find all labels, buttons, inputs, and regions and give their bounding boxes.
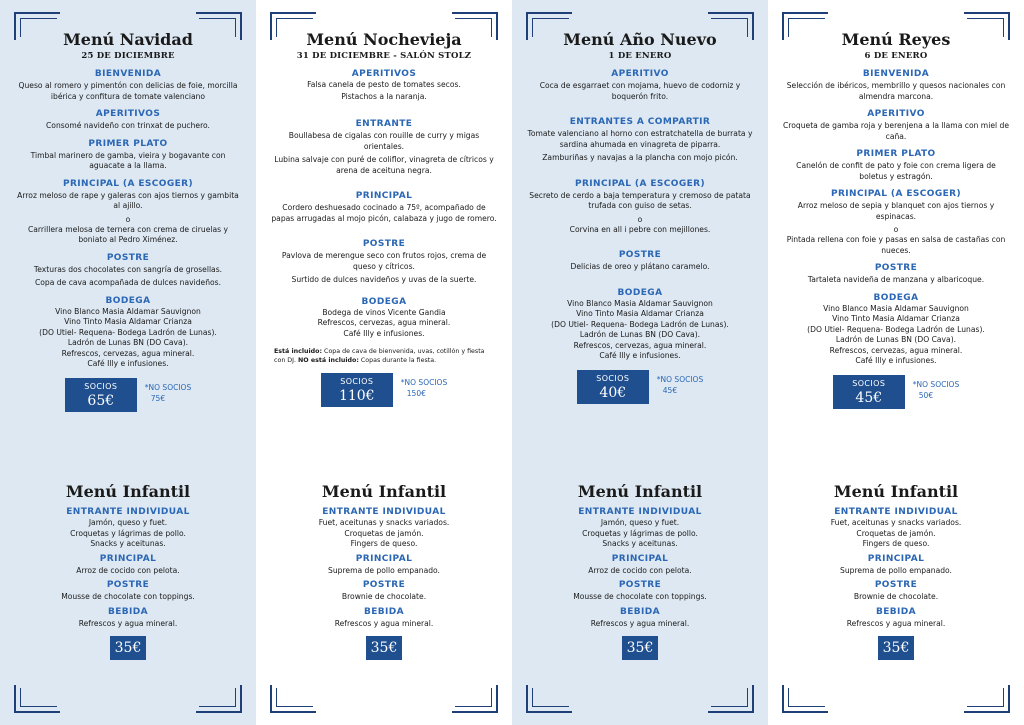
section-heading: PRINCIPAL (A ESCOGER) [574, 178, 706, 189]
section-heading: BODEGA [105, 295, 151, 306]
section-heading: BEBIDA [875, 606, 917, 617]
price-block [270, 373, 498, 407]
dish-text: Refrescos y agua mineral. [590, 618, 690, 628]
drink-text: (DO Utiel- Requena- Bodega Ladrón de Lunas). [551, 319, 729, 329]
dish-text: Copa de cava acompañada de dulces navideños. [34, 278, 222, 287]
section-heading: BODEGA [873, 292, 919, 303]
dish-text: Brownie de chocolate. [341, 592, 427, 601]
menu-panel-nochevieja [256, 0, 512, 725]
section-heading: POSTRE [618, 250, 662, 260]
dish-text: Texturas dos chocolates con sangría de grosellas. [33, 264, 223, 274]
dish-text: Tomate valenciano al horno con estratchatella de burrata y sardina ahumada en vinagreta de piparra. [527, 129, 753, 149]
kids-price: 35€ [878, 636, 914, 660]
menu-section [14, 553, 242, 577]
dish-text: Timbal marinero de gamba, vieira y bogavante con aguacate a la llama. [30, 150, 226, 170]
dish-text: Cordero deshuesado cocinado a 75º, acompañado de papas arrugadas al mojo picón, calabaza y jugo de romero. [271, 203, 497, 223]
section-heading: PRINCIPAL [611, 553, 669, 564]
drink-text: Ladrón de Lunas BN (DO Cava). [579, 330, 701, 339]
corner-ornament [708, 685, 754, 713]
dish-text: Arroz de cocido con pelota. [76, 565, 180, 575]
menu-section [782, 606, 1010, 630]
section-heading: BEBIDA [619, 606, 661, 617]
members-price-box [321, 373, 393, 407]
section-heading: POSTRE [362, 580, 406, 590]
menu-title: Menú Reyes [841, 30, 951, 49]
corner-ornament [964, 685, 1010, 713]
dish-text: Fingers de queso. [862, 539, 930, 548]
section-heading: BIENVENIDA [94, 69, 162, 79]
menu-section [14, 68, 242, 102]
members-label: SOCIOS [852, 378, 886, 388]
section-heading: ENTRANTE [355, 119, 413, 129]
corner-ornament [14, 12, 60, 40]
drink-text: Refrescos, cervezas, agua mineral. [573, 340, 707, 350]
menu-section [14, 295, 242, 370]
dish-text: Mousse de chocolate con toppings. [573, 592, 707, 601]
section-heading: BEBIDA [363, 606, 405, 617]
menu-title: Menú Nochevieja [306, 30, 462, 49]
inclusion-note [270, 347, 498, 365]
corner-ornament [196, 12, 242, 40]
non-members-label: *NO SOCIOS [912, 379, 960, 389]
dish-text: Arroz meloso de sepia y blanquet con ajos tiernos y espinacas. [797, 201, 995, 221]
dish-text: Refrescos y agua mineral. [78, 618, 178, 628]
corner-ornament [782, 685, 828, 713]
section-heading: PRIMER PLATO [856, 149, 936, 159]
section-heading: APERITIVOS [95, 109, 161, 119]
included-label: Está incluido: [274, 348, 323, 355]
dish-text: Queso al romero y pimentón con delicias de foie, morcilla ibérica y confitura de tomate valenciano [18, 81, 238, 101]
dish-text: Jamón, queso y fuet. [600, 518, 680, 527]
main-menu [782, 30, 1010, 482]
section-heading: PRINCIPAL (A ESCOGER) [62, 178, 194, 189]
menu-section [270, 506, 498, 550]
menu-panel-ano-nuevo [512, 0, 768, 725]
dish-text: Croquetas de jamón. [344, 528, 424, 538]
included-text: Copa de cava de bienvenida, uvas, cotillón y fiesta con DJ. [274, 348, 485, 364]
members-label: SOCIOS [596, 373, 630, 383]
corner-ornament [708, 12, 754, 40]
corner-ornament [782, 12, 828, 40]
menu-section [782, 553, 1010, 577]
drink-text: Vino Tinto Masia Aldamar Crianza [576, 309, 704, 318]
dish-text: Refrescos y agua mineral. [846, 618, 946, 628]
drink-text: Refrescos, cervezas, agua mineral. [317, 318, 451, 327]
kids-menu-title: Menú Infantil [321, 482, 447, 501]
corner-ornament [526, 12, 572, 40]
dish-text: Delicias de oreo y plátano caramelo. [570, 262, 710, 271]
non-members-label: *NO SOCIOS [656, 374, 704, 384]
dish-text: Coca de esgarraet con mojama, huevo de codorniz y boquerón frito. [539, 81, 741, 101]
corner-ornament [452, 685, 498, 713]
drink-text: Ladrón de Lunas BN (DO Cava). [67, 338, 189, 347]
section-heading: POSTRE [874, 580, 918, 590]
menu-section [270, 118, 498, 176]
menu-section [782, 579, 1010, 603]
menu-section [14, 178, 242, 246]
main-menu [14, 30, 242, 482]
non-members-price [401, 373, 447, 399]
dish-text: Surtido de dulces navideños y uvas de la suerte. [291, 275, 477, 284]
menu-section [526, 287, 754, 362]
corner-ornament [452, 12, 498, 40]
dish-text: Croqueta de gamba roja y berenjena a la llama con miel de caña. [782, 121, 1010, 141]
menu-section [782, 292, 1010, 367]
kids-menu [526, 482, 754, 660]
dish-text: Brownie de chocolate. [853, 592, 939, 601]
menu-title: Menú Año Nuevo [563, 30, 717, 49]
corner-ornament [526, 685, 572, 713]
members-price: 45€ [855, 389, 883, 406]
section-heading: ENTRANTE INDIVIDUAL [322, 507, 446, 517]
dish-text: Secreto de cerdo a baja temperatura y cremoso de patata trufada con guiso de setas. [529, 190, 751, 210]
drink-text: Vino Tinto Masia Aldamar Crianza [64, 317, 192, 326]
excluded-text: Copas durante la fiesta. [360, 357, 437, 364]
menu-section [526, 249, 754, 273]
section-heading: BODEGA [361, 296, 407, 307]
price-block [526, 370, 754, 404]
dish-text: Mousse de chocolate con toppings. [61, 592, 195, 601]
menu-section [526, 68, 754, 102]
menu-section [270, 606, 498, 630]
dish-text: Suprema de pollo empanado. [840, 565, 952, 575]
dish-text: Pistachos a la naranja. [341, 91, 427, 101]
dish-text: Croquetas y lágrimas de pollo. [582, 528, 698, 538]
kids-menu-title: Menú Infantil [577, 482, 703, 501]
members-price-box [65, 378, 137, 412]
dish-text: Snacks y aceitunas. [90, 539, 166, 548]
corner-ornament [14, 685, 60, 713]
menu-section [14, 606, 242, 630]
kids-menu [782, 482, 1010, 660]
section-heading: PRINCIPAL [355, 191, 413, 201]
section-heading: PRINCIPAL [867, 553, 925, 564]
corner-ornament [196, 685, 242, 713]
dish-text: Corvina en all i pebre con mejillones. [569, 224, 711, 234]
drink-text: Ladrón de Lunas BN (DO Cava). [835, 335, 957, 344]
dish-text: Arroz meloso de rape y galeras con ajos tiernos y gambita al ajillo. [17, 190, 239, 210]
kids-menu-title: Menú Infantil [65, 482, 191, 501]
dish-text: Canelón de confit de pato y foie con crema ligera de boletus y estragón. [796, 161, 996, 181]
dish-text: Jamón, queso y fuet. [88, 518, 168, 527]
menu-title: Menú Navidad [63, 30, 193, 49]
kids-price: 35€ [110, 636, 146, 660]
or-separator: o [125, 214, 131, 224]
section-heading: POSTRE [874, 263, 918, 273]
excluded-label: NO está incluido: [298, 357, 359, 364]
drink-text: (DO Utiel- Requena- Bodega Ladrón de Lunas). [807, 324, 985, 334]
dish-text: Pintada rellena con foie y pasas en salsa de castañas con nueces. [786, 235, 1006, 255]
dish-text: Arroz de cocido con pelota. [588, 565, 692, 575]
section-heading: POSTRE [362, 239, 406, 249]
dish-text: Refrescos y agua mineral. [334, 618, 434, 628]
members-price: 110€ [338, 388, 375, 404]
kids-menu-title: Menú Infantil [833, 482, 959, 501]
menu-section [270, 238, 498, 286]
non-members-value: 75€ [150, 393, 166, 403]
section-heading: BEBIDA [107, 606, 149, 617]
menu-section [782, 262, 1010, 286]
dish-text: Pavlova de merengue seco con frutos rojos, crema de queso y cítricos. [281, 251, 487, 271]
section-heading: PRINCIPAL [99, 553, 157, 564]
dish-text: Fuet, aceitunas y snacks variados. [318, 518, 450, 527]
main-menu [270, 30, 498, 482]
or-separator: o [637, 214, 643, 224]
menu-date: 6 DE ENERO [864, 51, 928, 61]
non-members-label: *NO SOCIOS [144, 382, 192, 392]
non-members-value: 50€ [918, 390, 934, 400]
menu-panel-reyes [768, 0, 1024, 725]
drink-text: Café Illy e infusiones. [87, 359, 169, 368]
or-separator: o [893, 225, 899, 234]
menu-section [14, 108, 242, 132]
members-price: 40€ [599, 384, 627, 401]
section-heading: ENTRANTE INDIVIDUAL [578, 507, 702, 517]
drink-text: Refrescos, cervezas, agua mineral. [61, 348, 195, 358]
non-members-value: 45€ [662, 385, 678, 395]
non-members-value: 150€ [406, 389, 426, 398]
members-price: 65€ [87, 392, 115, 409]
menu-section [270, 579, 498, 603]
price-block [782, 375, 1010, 409]
section-heading: APERITIVOS [351, 69, 417, 79]
non-members-label: *NO SOCIOS [400, 378, 448, 387]
section-heading: ENTRANTES A COMPARTIR [569, 117, 711, 127]
non-members-price [913, 375, 959, 401]
section-heading: ENTRANTE INDIVIDUAL [66, 507, 190, 517]
section-heading: PRINCIPAL [355, 553, 413, 564]
dish-text: Falsa canela de pesto de tomates secos. [307, 80, 461, 89]
section-heading: ENTRANTE INDIVIDUAL [834, 507, 958, 517]
dish-text: Suprema de pollo empanado. [328, 565, 440, 575]
section-heading: POSTRE [618, 580, 662, 590]
section-heading: PRIMER PLATO [88, 138, 168, 149]
section-heading: APERITIVO [611, 69, 669, 79]
dish-text: Tartaleta navideña de manzana y albaricoque. [807, 275, 985, 284]
section-heading: POSTRE [106, 252, 150, 263]
members-price-box [577, 370, 649, 404]
corner-ornament [270, 12, 316, 40]
drink-text: Refrescos, cervezas, agua mineral. [829, 345, 963, 355]
menu-section [270, 190, 498, 224]
menu-date: 25 DE DICIEMBRE [81, 51, 175, 61]
section-heading: POSTRE [106, 580, 150, 590]
menu-section [526, 506, 754, 550]
non-members-price [657, 370, 703, 396]
menu-section [782, 68, 1010, 102]
dish-text: Fuet, aceitunas y snacks variados. [830, 518, 962, 527]
section-heading: BODEGA [617, 287, 663, 298]
corner-ornament [270, 685, 316, 713]
menu-section [14, 579, 242, 603]
menu-section [14, 252, 242, 289]
drink-text: Vino Tinto Masia Aldamar Crianza [832, 314, 960, 323]
drink-text: Vino Blanco Masia Aldamar Sauvignon [823, 303, 969, 313]
dish-text: Boullabesa de cigalas con rouille de curry y migas orientales. [288, 131, 480, 151]
kids-price: 35€ [366, 636, 402, 660]
drink-text: Vino Blanco Masia Aldamar Sauvignon [55, 306, 201, 316]
main-menu [526, 30, 754, 482]
drink-text: Café Illy e infusiones. [855, 356, 937, 365]
menu-section [782, 188, 1010, 256]
dish-text: Lubina salvaje con puré de coliflor, vinagreta de cítricos y arena de aceituna negra. [274, 155, 494, 175]
menu-section [526, 116, 754, 164]
menu-date: 1 DE ENERO [608, 51, 672, 61]
non-members-price [145, 378, 191, 404]
members-label: SOCIOS [340, 377, 374, 386]
section-heading: BIENVENIDA [862, 69, 930, 79]
menu-panel-navidad [0, 0, 256, 725]
menu-date: 31 DE DICIEMBRE - SALÓN STOLZ [296, 51, 472, 61]
price-block [14, 378, 242, 412]
drink-text: Bodega de vinos Vicente Gandia [322, 307, 446, 317]
menu-section [270, 68, 498, 102]
kids-menu [270, 482, 498, 660]
dish-text: Fingers de queso. [350, 539, 418, 548]
members-price-box [833, 375, 905, 409]
dish-text: Croquetas y lágrimas de pollo. [70, 528, 186, 538]
dish-text: Consomé navideño con trinxat de puchero. [46, 121, 210, 130]
menu-section [782, 108, 1010, 142]
dish-text: Croquetas de jamón. [856, 528, 936, 538]
drink-text: Café Illy e infusiones. [599, 351, 681, 360]
kids-menu [14, 482, 242, 660]
corner-ornament [964, 12, 1010, 40]
dish-text: Snacks y aceitunas. [602, 539, 678, 548]
menu-section [526, 178, 754, 236]
section-heading: APERITIVO [867, 109, 925, 119]
menu-section [270, 296, 498, 340]
drink-text: (DO Utiel- Requena- Bodega Ladrón de Lunas). [39, 327, 217, 337]
drink-text: Vino Blanco Masia Aldamar Sauvignon [567, 298, 713, 308]
menu-section [782, 148, 1010, 182]
kids-price: 35€ [622, 636, 658, 660]
menu-section [782, 506, 1010, 550]
menu-section [14, 506, 242, 550]
dish-text: Carrillera melosa de ternera con crema de ciruelas y boniato al Pedro Ximénez. [27, 224, 229, 244]
menu-section [14, 138, 242, 172]
dish-text: Zamburiñas y navajas a la plancha con mojo picón. [542, 153, 738, 162]
members-label: SOCIOS [84, 381, 118, 391]
menu-section [526, 606, 754, 630]
drink-text: Café Illy e infusiones. [343, 328, 425, 338]
menu-section [270, 553, 498, 577]
dish-text: Selección de ibéricos, membrillo y quesos nacionales con almendra marcona. [786, 81, 1006, 101]
menu-section [526, 579, 754, 603]
menu-section [526, 553, 754, 577]
section-heading: PRINCIPAL (A ESCOGER) [830, 189, 962, 199]
